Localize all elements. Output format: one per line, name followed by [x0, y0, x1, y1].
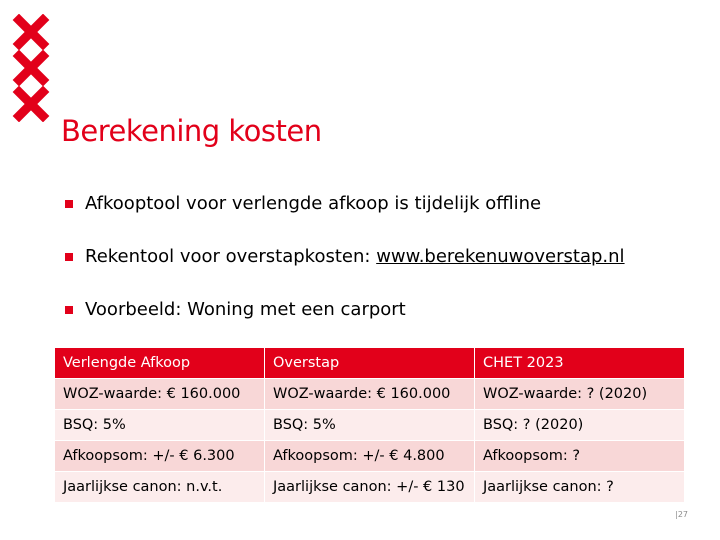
table-cell: BSQ: 5% — [265, 410, 475, 441]
table-cell: Afkoopsom: +/- € 6.300 — [55, 441, 265, 472]
bullet-item — [62, 244, 702, 270]
page-number: |27 — [675, 510, 688, 519]
table-cell: Jaarlijkse canon: n.v.t. — [55, 472, 265, 503]
bullet-marker-icon — [65, 306, 73, 314]
table-cell: WOZ-waarde: ? (2020) — [475, 379, 685, 410]
column-header: CHET 2023 — [475, 348, 685, 379]
andreas-cross-icon — [12, 14, 50, 50]
table-cell: WOZ-waarde: € 160.000 — [265, 379, 475, 410]
table-header-row — [55, 348, 685, 379]
andreas-cross-icon — [12, 86, 50, 122]
column-header: Verlengde Afkoop — [55, 348, 265, 379]
table-cell: Jaarlijkse canon: +/- € 130 — [265, 472, 475, 503]
andreas-cross-icon — [12, 50, 50, 86]
overstap-link[interactable]: www.berekenuwoverstap.nl — [376, 246, 625, 267]
table-cell: Jaarlijkse canon: ? — [475, 472, 685, 503]
bullet-marker-icon — [65, 200, 73, 208]
column-header: Overstap — [265, 348, 475, 379]
bullet-text: Afkooptool voor verlengde afkoop is tijdelijk offline — [85, 193, 542, 214]
bullet-text: Rekentool voor overstapkosten: — [85, 246, 377, 267]
table-cell: Afkoopsom: ? — [475, 441, 685, 472]
bullet-item — [62, 191, 702, 217]
table-row — [55, 410, 685, 441]
bullet-marker-icon — [65, 253, 73, 261]
table-cell: BSQ: ? (2020) — [475, 410, 685, 441]
table-cell: BSQ: 5% — [55, 410, 265, 441]
bullet-item — [62, 297, 702, 323]
table-cell: WOZ-waarde: € 160.000 — [55, 379, 265, 410]
bullet-list — [62, 191, 702, 350]
table-row — [55, 441, 685, 472]
page-title: Berekening kosten — [61, 114, 322, 148]
table-cell: Afkoopsom: +/- € 4.800 — [265, 441, 475, 472]
amsterdam-logo — [12, 14, 50, 122]
bullet-text: Voorbeeld: Woning met een carport — [85, 299, 406, 320]
table-row — [55, 379, 685, 410]
cost-comparison-table — [55, 348, 685, 503]
table-row — [55, 472, 685, 503]
